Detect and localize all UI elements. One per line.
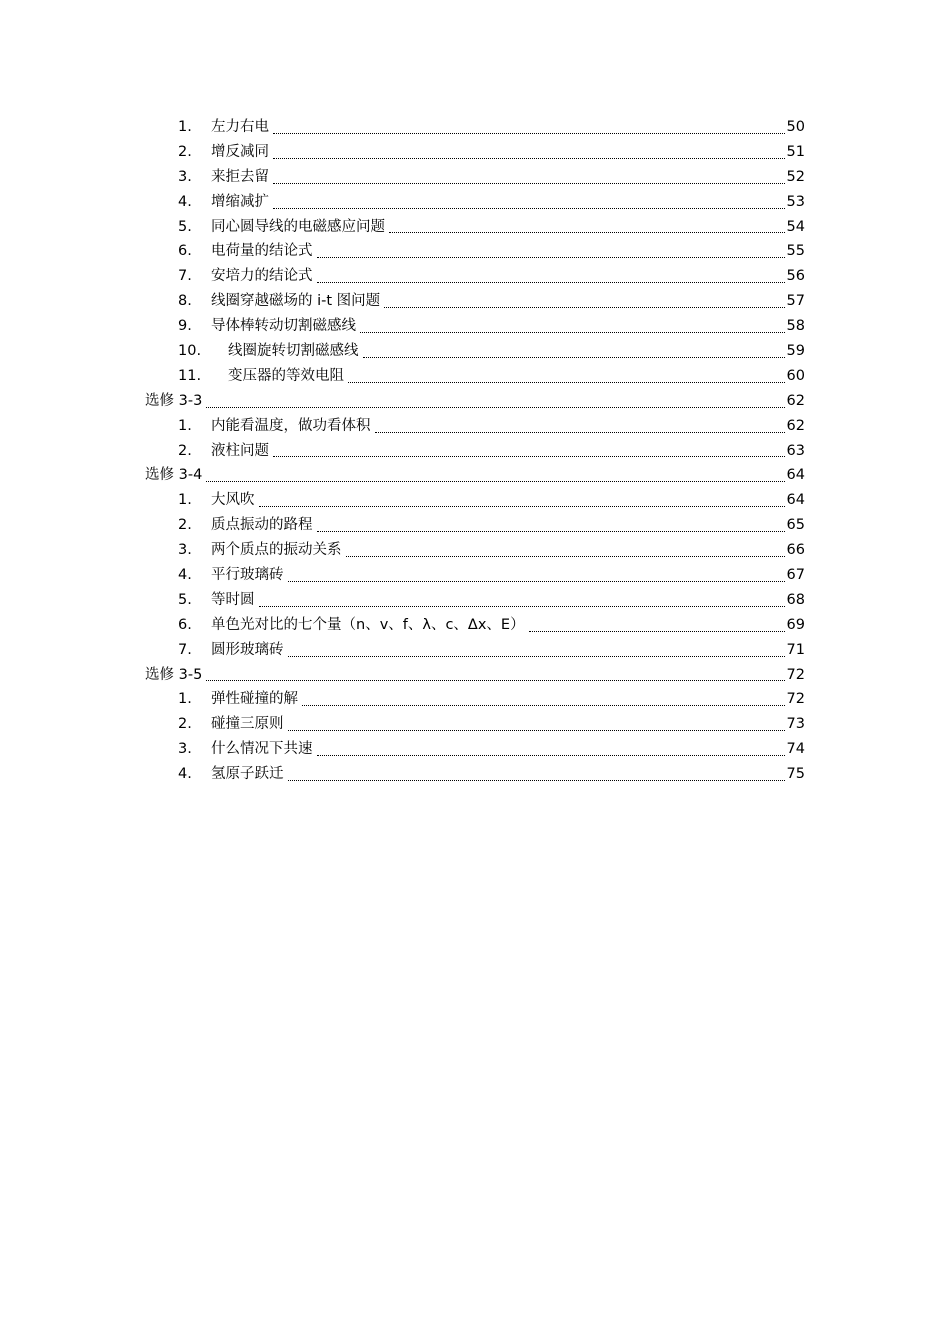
table-of-contents bbox=[0, 115, 950, 787]
toc-entry-number: 2. bbox=[178, 716, 192, 733]
toc-entry-page-number: 62 bbox=[786, 417, 805, 434]
toc-entry-title: 选修 3-3 bbox=[145, 392, 203, 409]
toc-entry-title: 质点振动的路程 bbox=[211, 517, 313, 534]
toc-entry[interactable] bbox=[0, 264, 950, 289]
toc-entry-line bbox=[145, 663, 805, 688]
toc-entry-page-number: 64 bbox=[786, 467, 805, 484]
toc-entry-number: 11. bbox=[178, 367, 202, 384]
toc-entry[interactable] bbox=[0, 439, 950, 464]
toc-entry-line bbox=[211, 414, 805, 439]
toc-entry-title: 线圈旋转切割磁感线 bbox=[228, 343, 359, 360]
toc-entry-title: 来拒去留 bbox=[211, 168, 269, 185]
toc-entry-line bbox=[211, 488, 805, 513]
toc-entry-number: 7. bbox=[178, 641, 192, 658]
dot-leader bbox=[317, 257, 785, 258]
dot-leader bbox=[317, 531, 785, 532]
toc-entry-number: 3. bbox=[178, 741, 192, 758]
toc-entry-page-number: 64 bbox=[786, 492, 805, 509]
toc-entry-line bbox=[211, 314, 805, 339]
toc-entry[interactable] bbox=[0, 712, 950, 737]
toc-entry-line bbox=[211, 737, 805, 762]
toc-entry-page-number: 59 bbox=[786, 343, 805, 360]
toc-section-entry[interactable] bbox=[0, 463, 950, 488]
toc-entry-number: 8. bbox=[178, 293, 192, 310]
toc-entry-number: 7. bbox=[178, 268, 192, 285]
toc-entry-line bbox=[211, 538, 805, 563]
toc-entry[interactable] bbox=[0, 563, 950, 588]
dot-leader bbox=[206, 481, 784, 482]
toc-entry-title: 弹性碰撞的解 bbox=[211, 691, 298, 708]
toc-entry-number: 5. bbox=[178, 591, 192, 608]
toc-entry-page-number: 68 bbox=[786, 591, 805, 608]
toc-entry-page-number: 53 bbox=[786, 193, 805, 210]
toc-entry-line bbox=[211, 613, 805, 638]
toc-entry-page-number: 73 bbox=[786, 716, 805, 733]
toc-entry-number: 4. bbox=[178, 766, 192, 783]
toc-entry-title: 内能看温度，做功看体积 bbox=[211, 417, 371, 434]
toc-entry-page-number: 58 bbox=[786, 318, 805, 335]
toc-entry[interactable] bbox=[0, 414, 950, 439]
toc-entry-number: 10. bbox=[178, 343, 202, 360]
toc-entry-title: 增缩减扩 bbox=[211, 193, 269, 210]
toc-entry[interactable] bbox=[0, 314, 950, 339]
dot-leader bbox=[259, 506, 785, 507]
toc-entry-line bbox=[211, 762, 805, 787]
toc-entry-line bbox=[228, 339, 805, 364]
toc-entry-line bbox=[145, 463, 805, 488]
toc-entry-title: 选修 3-4 bbox=[145, 467, 203, 484]
toc-entry-title: 线圈穿越磁场的 i-t 图问题 bbox=[211, 293, 381, 310]
toc-entry[interactable] bbox=[0, 762, 950, 787]
toc-entry-page-number: 63 bbox=[786, 442, 805, 459]
toc-entry-number: 2. bbox=[178, 517, 192, 534]
toc-entry-line bbox=[145, 389, 805, 414]
toc-entry[interactable] bbox=[0, 588, 950, 613]
toc-entry-number: 4. bbox=[178, 567, 192, 584]
toc-entry-page-number: 57 bbox=[786, 293, 805, 310]
dot-leader bbox=[259, 606, 785, 607]
toc-entry[interactable] bbox=[0, 513, 950, 538]
toc-entry-page-number: 71 bbox=[786, 641, 805, 658]
toc-entry[interactable] bbox=[0, 538, 950, 563]
toc-entry-page-number: 56 bbox=[786, 268, 805, 285]
toc-entry-line bbox=[211, 588, 805, 613]
toc-entry-page-number: 54 bbox=[786, 218, 805, 235]
toc-entry-title: 大风吹 bbox=[211, 492, 255, 509]
dot-leader bbox=[273, 208, 785, 209]
toc-entry-title: 平行玻璃砖 bbox=[211, 567, 284, 584]
toc-entry[interactable] bbox=[0, 239, 950, 264]
toc-entry-page-number: 66 bbox=[786, 542, 805, 559]
toc-entry[interactable] bbox=[0, 638, 950, 663]
toc-entry[interactable] bbox=[0, 115, 950, 140]
toc-entry-page-number: 75 bbox=[786, 766, 805, 783]
toc-entry-page-number: 60 bbox=[786, 367, 805, 384]
toc-entry-number: 5. bbox=[178, 218, 192, 235]
dot-leader bbox=[288, 656, 785, 657]
toc-entry-number: 3. bbox=[178, 168, 192, 185]
toc-entry-number: 1. bbox=[178, 119, 192, 135]
toc-entry-line bbox=[211, 215, 805, 240]
toc-entry-line bbox=[211, 239, 805, 264]
toc-entry[interactable] bbox=[0, 339, 950, 364]
toc-entry-page-number: 55 bbox=[786, 243, 805, 260]
dot-leader bbox=[288, 730, 785, 731]
toc-section-entry[interactable] bbox=[0, 389, 950, 414]
toc-entry-line bbox=[228, 364, 805, 389]
toc-entry-title: 安培力的结论式 bbox=[211, 268, 313, 285]
toc-entry-title: 氢原子跃迁 bbox=[211, 766, 284, 783]
toc-entry-title: 选修 3-5 bbox=[145, 666, 203, 683]
toc-entry-number: 1. bbox=[178, 417, 192, 434]
toc-entry-line bbox=[211, 439, 805, 464]
dot-leader bbox=[360, 332, 785, 333]
toc-entry-title: 等时圆 bbox=[211, 591, 255, 608]
toc-entry-number: 2. bbox=[178, 143, 192, 160]
dot-leader bbox=[273, 158, 785, 159]
toc-entry-number: 6. bbox=[178, 616, 192, 633]
toc-entry-title: 增反减同 bbox=[211, 143, 269, 160]
dot-leader bbox=[273, 183, 785, 184]
toc-entry-title: 左力右电 bbox=[211, 119, 269, 135]
toc-entry[interactable] bbox=[0, 140, 950, 165]
toc-entry[interactable] bbox=[0, 737, 950, 762]
toc-entry-page-number: 69 bbox=[786, 616, 805, 633]
toc-entry-title: 圆形玻璃砖 bbox=[211, 641, 284, 658]
toc-entry-page-number: 72 bbox=[786, 691, 805, 708]
toc-entry[interactable] bbox=[0, 289, 950, 314]
dot-leader bbox=[288, 780, 785, 781]
toc-entry-line bbox=[211, 563, 805, 588]
dot-leader bbox=[302, 705, 785, 706]
dot-leader bbox=[317, 282, 785, 283]
dot-leader bbox=[363, 357, 785, 358]
toc-entry-number: 1. bbox=[178, 691, 192, 708]
toc-entry[interactable] bbox=[0, 215, 950, 240]
toc-entry[interactable] bbox=[0, 364, 950, 389]
toc-entry-page-number: 62 bbox=[786, 392, 805, 409]
toc-entry-line bbox=[211, 264, 805, 289]
toc-entry-line bbox=[211, 638, 805, 663]
dot-leader bbox=[273, 133, 785, 134]
toc-entry-number: 6. bbox=[178, 243, 192, 260]
toc-entry[interactable] bbox=[0, 613, 950, 638]
toc-entry-number: 9. bbox=[178, 318, 192, 335]
toc-entry-number: 1. bbox=[178, 492, 192, 509]
toc-entry-line bbox=[211, 687, 805, 712]
toc-entry[interactable] bbox=[0, 488, 950, 513]
toc-entry-line bbox=[211, 165, 805, 190]
toc-entry[interactable] bbox=[0, 687, 950, 712]
toc-section-entry[interactable] bbox=[0, 663, 950, 688]
toc-entry-title: 导体棒转动切割磁感线 bbox=[211, 318, 356, 335]
toc-entry-page-number: 51 bbox=[786, 143, 805, 160]
toc-entry-title: 变压器的等效电阻 bbox=[228, 367, 344, 384]
toc-entry-page-number: 52 bbox=[786, 168, 805, 185]
toc-entry-page-number: 72 bbox=[786, 666, 805, 683]
toc-entry[interactable] bbox=[0, 165, 950, 190]
toc-entry-number: 3. bbox=[178, 542, 192, 559]
toc-entry[interactable] bbox=[0, 190, 950, 215]
toc-entry-line bbox=[211, 289, 805, 314]
toc-entry-title: 碰撞三原则 bbox=[211, 716, 284, 733]
dot-leader bbox=[389, 232, 785, 233]
toc-entry-number: 2. bbox=[178, 442, 192, 459]
dot-leader bbox=[206, 407, 784, 408]
dot-leader bbox=[288, 581, 785, 582]
dot-leader bbox=[348, 382, 785, 383]
toc-entry-title: 同心圆导线的电磁感应问题 bbox=[211, 218, 385, 235]
toc-entry-title: 液柱问题 bbox=[211, 442, 269, 459]
toc-entry-title: 电荷量的结论式 bbox=[211, 243, 313, 260]
toc-entry-line bbox=[211, 115, 805, 140]
toc-entry-title: 单色光对比的七个量（n、v、f、λ、c、Δx、E） bbox=[211, 616, 525, 633]
toc-entry-line bbox=[211, 190, 805, 215]
toc-entry-line bbox=[211, 140, 805, 165]
dot-leader bbox=[206, 680, 784, 681]
toc-entry-page-number: 50 bbox=[786, 119, 805, 135]
toc-entry-number: 4. bbox=[178, 193, 192, 210]
toc-entry-line bbox=[211, 712, 805, 737]
dot-leader bbox=[317, 755, 785, 756]
toc-entry-page-number: 67 bbox=[786, 567, 805, 584]
dot-leader bbox=[273, 456, 785, 457]
dot-leader bbox=[346, 556, 785, 557]
dot-leader bbox=[384, 307, 784, 308]
dot-leader bbox=[375, 432, 785, 433]
toc-entry-title: 两个质点的振动关系 bbox=[211, 542, 342, 559]
dot-leader bbox=[529, 631, 785, 632]
toc-entry-page-number: 74 bbox=[786, 741, 805, 758]
toc-entry-page-number: 65 bbox=[786, 517, 805, 534]
toc-entry-title: 什么情况下共速 bbox=[211, 741, 313, 758]
toc-entry-line bbox=[211, 513, 805, 538]
